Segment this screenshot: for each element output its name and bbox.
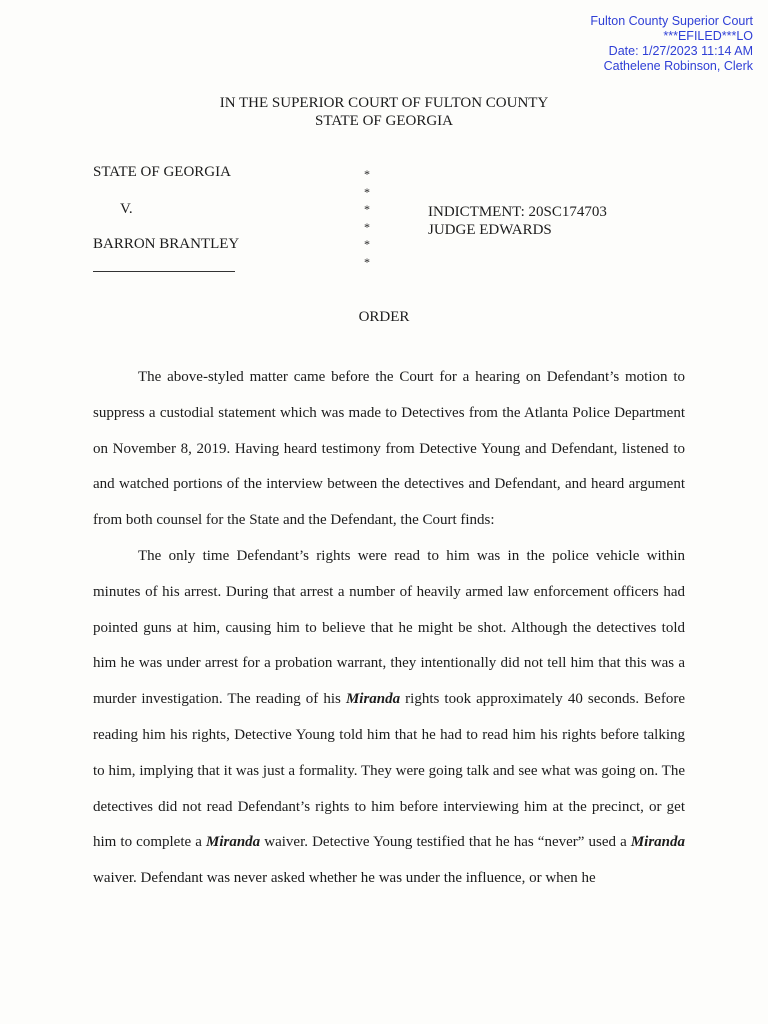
plaintiff-name: STATE OF GEORGIA xyxy=(93,164,231,180)
paragraph-text: waiver. Detective Young testified that he has “never” used a xyxy=(260,834,631,851)
separator-star: * xyxy=(364,167,370,181)
stamp-clerk: Cathelene Robinson, Clerk xyxy=(603,59,753,73)
order-body xyxy=(93,360,685,897)
miranda-term: Miranda xyxy=(345,691,401,708)
separator-star: * xyxy=(364,254,370,269)
caption-underline xyxy=(93,271,235,272)
case-details xyxy=(428,203,607,239)
court-state: STATE OF GEORGIA xyxy=(315,113,453,129)
caption-separator xyxy=(364,166,370,271)
court-heading xyxy=(0,94,768,130)
efiling-stamp xyxy=(590,14,753,74)
stamp-date: Date: 1/27/2023 11:14 AM xyxy=(608,44,753,58)
order-title: ORDER xyxy=(358,309,410,325)
miranda-term: Miranda xyxy=(630,834,686,851)
stamp-efiled: ***EFILED***LO xyxy=(663,29,753,43)
separator-star: * xyxy=(364,184,370,199)
indictment-number: INDICTMENT: 20SC174703 xyxy=(428,204,607,220)
judge-name: JUDGE EDWARDS xyxy=(428,222,552,238)
separator-star: * xyxy=(364,202,370,216)
stamp-court: Fulton County Superior Court xyxy=(590,14,753,28)
paragraph-text: rights took approximately 40 seconds. Before reading him his rights, Detective Young told him that he had to read him his rights before talking to him, implying that it was just a formality. They were going talk and see what was going on. The detectives did not read Defendant’s rights to him before interviewing him at the precinct, or get him to complete a xyxy=(93,691,685,851)
separator-star: * xyxy=(364,219,370,234)
miranda-term: Miranda xyxy=(205,834,261,851)
paragraph-text: The only time Defendant’s rights were read to him was in the police vehicle within minutes of his arrest. During that arrest a number of heavily armed law enforcement officers had pointed guns at him, causing him to believe that he might be shot. Although the detectives told him he was under arrest for a probation warrant, they intentionally did not tell him that this was a murder investigation. The reading of his xyxy=(93,547,685,708)
versus-label: V. xyxy=(120,201,133,217)
paragraph-findings-intro: The above-styled matter came before the Court for a hearing on Defendant’s motion to suppress a custodial statement which was made to Detectives from the Atlanta Police Department on November 8, 2019. Having heard testimony from Detective Young and Defendant, listened to and watched portions of the interview between the detectives and Defendant, and heard argument from both counsel for the State and the Defendant, the Court finds: xyxy=(93,369,685,529)
separator-star: * xyxy=(364,237,370,251)
paragraph-text: waiver. Defendant was never asked whether he was under the influence, or when he xyxy=(93,870,596,887)
defendant-name: BARRON BRANTLEY xyxy=(93,236,240,252)
paragraph-rights-reading xyxy=(93,539,685,897)
court-name: IN THE SUPERIOR COURT OF FULTON COUNTY xyxy=(219,95,549,111)
